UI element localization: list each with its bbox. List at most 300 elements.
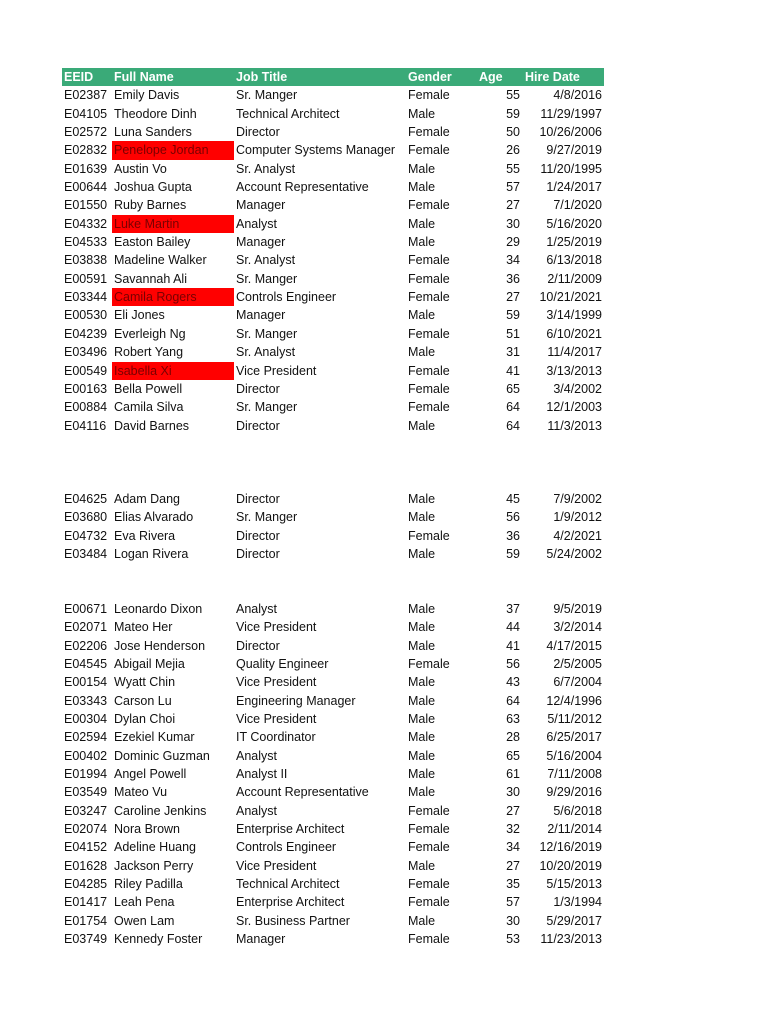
cell-job-title[interactable]: Sr. Analyst xyxy=(236,161,296,176)
cell-full-name[interactable]: Ruby Barnes xyxy=(114,198,187,213)
cell-job-title[interactable]: Sr. Manger xyxy=(236,326,298,341)
cell-job-title[interactable]: Vice President xyxy=(236,712,317,727)
cell-hire-date[interactable]: 7/9/2002 xyxy=(553,491,602,506)
cell-job-title[interactable]: Analyst xyxy=(236,803,277,818)
cell-gender[interactable]: Male xyxy=(408,235,436,250)
cell-age[interactable]: 27 xyxy=(506,803,520,818)
cell-eeid[interactable]: E00591 xyxy=(64,271,108,286)
cell-gender[interactable]: Male xyxy=(408,712,436,727)
table-row xyxy=(62,747,604,765)
cell-job-title[interactable]: Analyst xyxy=(236,748,277,763)
cell-job-title[interactable]: Sr. Manger xyxy=(236,88,298,103)
cell-full-name[interactable]: Penelope Jordan xyxy=(112,141,234,159)
cell-eeid[interactable]: E00549 xyxy=(64,363,108,378)
cell-age[interactable]: 56 xyxy=(506,657,520,671)
table-row xyxy=(62,160,604,178)
cell-eeid[interactable]: E03484 xyxy=(64,546,108,561)
cell-age[interactable]: 44 xyxy=(506,620,520,635)
cell-eeid[interactable]: E01628 xyxy=(64,858,108,873)
cell-eeid[interactable]: E01994 xyxy=(64,767,108,782)
cell-job-title[interactable]: IT Coordinator xyxy=(236,730,316,745)
cell-eeid[interactable]: E04533 xyxy=(64,235,108,250)
cell-gender[interactable]: Male xyxy=(408,345,436,360)
cell-age[interactable]: 53 xyxy=(506,932,520,947)
cell-gender[interactable]: Female xyxy=(408,840,450,855)
cell-full-name[interactable]: Theodore Dinh xyxy=(114,106,197,121)
cell-job-title[interactable]: Director xyxy=(236,381,280,396)
cell-hire-date[interactable]: 7/11/2008 xyxy=(547,767,602,782)
cell-age[interactable]: 27 xyxy=(506,290,520,305)
empty-row[interactable] xyxy=(62,453,604,471)
table-body xyxy=(62,86,604,948)
cell-eeid[interactable]: E02387 xyxy=(64,88,108,103)
cell-full-name[interactable]: Riley Padilla xyxy=(114,877,183,892)
cell-job-title[interactable]: Sr. Manger xyxy=(236,510,298,525)
cell-full-name[interactable]: Emily Davis xyxy=(114,88,180,103)
table-row xyxy=(62,637,604,655)
header-job-title[interactable]: Job Title xyxy=(234,68,406,86)
cell-full-name[interactable]: Kennedy Foster xyxy=(114,932,203,947)
table-row xyxy=(62,380,604,398)
cell-job-title[interactable]: Sr. Analyst xyxy=(236,345,296,360)
cell-job-title[interactable]: Manager xyxy=(236,198,286,213)
cell-job-title[interactable]: Technical Architect xyxy=(236,106,340,121)
cell-eeid[interactable]: E01550 xyxy=(64,198,108,213)
cell-job-title[interactable]: Director xyxy=(236,546,280,561)
header-eeid[interactable]: EEID xyxy=(62,68,112,86)
cell-gender[interactable]: Female xyxy=(408,528,450,543)
cell-age[interactable]: 61 xyxy=(506,767,520,782)
cell-gender[interactable]: Male xyxy=(408,418,436,433)
cell-full-name[interactable]: Ezekiel Kumar xyxy=(114,730,195,745)
table-row xyxy=(62,178,604,196)
cell-eeid[interactable]: E04105 xyxy=(64,106,108,121)
cell-gender[interactable]: Male xyxy=(408,216,436,231)
cell-gender[interactable]: Female xyxy=(408,290,450,305)
cell-job-title[interactable]: Analyst xyxy=(236,216,277,231)
cell-hire-date[interactable]: 11/3/2013 xyxy=(547,418,602,433)
cell-full-name[interactable]: Carson Lu xyxy=(114,693,172,708)
cell-hire-date[interactable]: 11/29/1997 xyxy=(540,106,602,121)
cell-hire-date[interactable]: 9/27/2019 xyxy=(546,143,602,158)
table-row xyxy=(62,343,604,361)
empty-row[interactable] xyxy=(62,472,604,490)
cell-gender[interactable]: Male xyxy=(408,748,436,763)
cell-age[interactable]: 64 xyxy=(506,400,520,415)
cell-age[interactable]: 64 xyxy=(506,418,520,433)
table-row xyxy=(62,893,604,911)
cell-gender[interactable]: Female xyxy=(408,253,450,268)
cell-gender[interactable]: Male xyxy=(408,308,436,323)
cell-age[interactable]: 27 xyxy=(506,858,520,873)
cell-job-title[interactable]: Sr. Manger xyxy=(236,400,298,415)
cell-hire-date[interactable]: 11/20/1995 xyxy=(540,161,602,176)
cell-eeid[interactable]: E04732 xyxy=(64,528,108,543)
cell-hire-date[interactable]: 6/7/2004 xyxy=(553,675,602,690)
cell-full-name[interactable]: Mateo Vu xyxy=(114,785,168,800)
cell-gender[interactable]: Male xyxy=(408,546,436,561)
cell-hire-date[interactable]: 3/14/1999 xyxy=(546,308,602,323)
cell-hire-date[interactable]: 6/13/2018 xyxy=(546,253,602,268)
cell-eeid[interactable]: E04239 xyxy=(64,326,108,341)
cell-age[interactable]: 32 xyxy=(506,822,520,837)
cell-age[interactable]: 59 xyxy=(506,308,520,323)
cell-gender[interactable]: Male xyxy=(408,785,436,800)
cell-hire-date[interactable]: 9/5/2019 xyxy=(553,601,602,616)
cell-gender[interactable]: Male xyxy=(408,620,436,635)
cell-age[interactable]: 29 xyxy=(506,235,520,250)
cell-gender[interactable]: Male xyxy=(408,858,436,873)
cell-hire-date[interactable]: 5/29/2017 xyxy=(546,913,602,928)
cell-hire-date[interactable]: 12/1/2003 xyxy=(546,400,602,415)
table-row xyxy=(62,912,604,930)
cell-job-title[interactable]: Director xyxy=(236,528,280,543)
cell-age[interactable]: 65 xyxy=(506,381,520,396)
cell-hire-date[interactable]: 3/2/2014 xyxy=(553,620,602,635)
cell-age[interactable]: 59 xyxy=(506,546,520,561)
cell-age[interactable]: 55 xyxy=(506,88,520,103)
cell-full-name[interactable]: Dylan Choi xyxy=(114,712,176,727)
table-row xyxy=(62,802,604,820)
cell-hire-date[interactable]: 10/21/2021 xyxy=(539,290,602,305)
cell-full-name[interactable]: Adeline Huang xyxy=(114,840,197,855)
cell-age[interactable]: 34 xyxy=(506,840,520,855)
cell-job-title[interactable]: Quality Engineer xyxy=(236,657,329,671)
cell-full-name[interactable]: Nora Brown xyxy=(114,822,180,837)
cell-full-name[interactable]: Adam Dang xyxy=(114,491,181,506)
table-row xyxy=(62,233,604,251)
cell-full-name[interactable]: Austin Vo xyxy=(114,161,167,176)
cell-age[interactable]: 41 xyxy=(506,638,520,653)
cell-full-name[interactable]: Robert Yang xyxy=(114,345,184,360)
cell-job-title[interactable]: Computer Systems Manager xyxy=(236,143,396,158)
cell-eeid[interactable]: E00163 xyxy=(64,381,108,396)
table-row xyxy=(62,417,604,435)
cell-age[interactable]: 41 xyxy=(506,363,520,378)
cell-eeid[interactable]: E02832 xyxy=(64,143,108,158)
cell-gender[interactable]: Male xyxy=(408,161,436,176)
cell-job-title[interactable]: Engineering Manager xyxy=(236,693,356,708)
cell-full-name[interactable]: Mateo Her xyxy=(114,620,173,635)
cell-hire-date[interactable]: 5/6/2018 xyxy=(553,803,602,818)
cell-age[interactable]: 57 xyxy=(506,180,520,195)
cell-hire-date[interactable]: 11/4/2017 xyxy=(547,345,602,360)
cell-eeid[interactable]: E02206 xyxy=(64,638,108,653)
cell-full-name[interactable]: Eli Jones xyxy=(114,308,165,323)
table-row xyxy=(62,710,604,728)
cell-eeid[interactable]: E00884 xyxy=(64,400,108,415)
cell-age[interactable]: 37 xyxy=(506,601,520,616)
cell-eeid[interactable]: E04332 xyxy=(64,216,108,231)
cell-gender[interactable]: Female xyxy=(408,932,450,947)
cell-gender[interactable]: Male xyxy=(408,638,436,653)
cell-age[interactable]: 28 xyxy=(506,730,520,745)
table-row xyxy=(62,545,604,563)
table-row xyxy=(62,105,604,123)
cell-hire-date[interactable]: 4/8/2016 xyxy=(553,88,602,103)
cell-age[interactable]: 55 xyxy=(506,161,520,176)
cell-age[interactable]: 43 xyxy=(506,675,520,690)
cell-eeid[interactable]: E03343 xyxy=(64,693,108,708)
table-row xyxy=(62,655,604,673)
table-row xyxy=(62,270,604,288)
cell-hire-date[interactable]: 11/23/2013 xyxy=(540,932,602,947)
cell-gender[interactable]: Female xyxy=(408,803,450,818)
cell-full-name[interactable]: Jose Henderson xyxy=(114,638,206,653)
cell-age[interactable]: 59 xyxy=(506,106,520,121)
cell-job-title[interactable]: Vice President xyxy=(236,620,317,635)
table-row xyxy=(62,618,604,636)
table-row xyxy=(62,251,604,269)
cell-gender[interactable]: Female xyxy=(408,822,450,837)
cell-full-name[interactable]: Luke Martin xyxy=(112,215,234,233)
cell-eeid[interactable]: E04116 xyxy=(64,418,107,433)
cell-gender[interactable]: Female xyxy=(408,400,450,415)
cell-gender[interactable]: Male xyxy=(408,510,436,525)
cell-age[interactable]: 50 xyxy=(506,125,520,140)
cell-gender[interactable]: Female xyxy=(408,877,450,892)
cell-job-title[interactable]: Vice President xyxy=(236,363,317,378)
cell-full-name[interactable]: Everleigh Ng xyxy=(114,326,186,341)
cell-age[interactable]: 57 xyxy=(506,895,520,910)
cell-full-name[interactable]: Angel Powell xyxy=(114,767,187,782)
cell-eeid[interactable]: E01417 xyxy=(64,895,108,910)
cell-job-title[interactable]: Director xyxy=(236,125,280,140)
cell-eeid[interactable]: E03680 xyxy=(64,510,108,525)
cell-gender[interactable]: Female xyxy=(408,363,450,378)
table-row xyxy=(62,692,604,710)
cell-full-name[interactable]: Luna Sanders xyxy=(114,125,192,140)
cell-job-title[interactable]: Sr. Business Partner xyxy=(236,913,350,928)
cell-gender[interactable]: Male xyxy=(408,693,436,708)
cell-job-title[interactable]: Analyst xyxy=(236,601,277,616)
table-row xyxy=(62,306,604,324)
cell-hire-date[interactable]: 4/2/2021 xyxy=(553,528,602,543)
cell-full-name[interactable]: Camila Rogers xyxy=(112,288,234,306)
cell-hire-date[interactable]: 5/11/2012 xyxy=(547,712,602,727)
header-full-name[interactable]: Full Name xyxy=(112,68,234,86)
cell-gender[interactable]: Female xyxy=(408,381,450,396)
cell-eeid[interactable]: E01639 xyxy=(64,161,108,176)
empty-row[interactable] xyxy=(62,582,604,600)
cell-eeid[interactable]: E01754 xyxy=(64,913,108,928)
cell-eeid[interactable]: E03247 xyxy=(64,803,108,818)
cell-full-name[interactable]: Easton Bailey xyxy=(114,235,191,250)
cell-eeid[interactable]: E02074 xyxy=(64,822,108,837)
cell-gender[interactable]: Male xyxy=(408,913,436,928)
cell-hire-date[interactable]: 1/3/1994 xyxy=(553,895,602,910)
cell-hire-date[interactable]: 12/16/2019 xyxy=(539,840,602,855)
cell-hire-date[interactable]: 5/24/2002 xyxy=(546,546,602,561)
header-gender[interactable]: Gender xyxy=(406,68,476,86)
cell-job-title[interactable]: Controls Engineer xyxy=(236,840,337,855)
cell-job-title[interactable]: Sr. Analyst xyxy=(236,253,296,268)
cell-age[interactable]: 30 xyxy=(506,216,520,231)
cell-hire-date[interactable]: 1/25/2019 xyxy=(546,235,602,250)
cell-age[interactable]: 27 xyxy=(506,198,520,213)
cell-eeid[interactable]: E00530 xyxy=(64,308,108,323)
cell-job-title[interactable]: Analyst II xyxy=(236,767,288,782)
cell-eeid[interactable]: E02572 xyxy=(64,125,108,140)
spreadsheet xyxy=(62,68,604,949)
cell-hire-date[interactable]: 7/1/2020 xyxy=(553,198,602,213)
cell-full-name[interactable]: Isabella Xi xyxy=(112,362,234,380)
cell-age[interactable]: 64 xyxy=(506,693,520,708)
cell-gender[interactable]: Male xyxy=(408,675,436,690)
table-row xyxy=(62,398,604,416)
table-row xyxy=(62,783,604,801)
cell-job-title[interactable]: Director xyxy=(236,638,280,653)
cell-gender[interactable]: Female xyxy=(408,657,450,671)
empty-row[interactable] xyxy=(62,563,604,581)
cell-job-title[interactable]: Manager xyxy=(236,932,286,947)
cell-job-title[interactable]: Vice President xyxy=(236,675,317,690)
cell-job-title[interactable]: Account Representative xyxy=(236,180,369,195)
cell-gender[interactable]: Female xyxy=(408,895,450,910)
cell-job-title[interactable]: Manager xyxy=(236,308,286,323)
cell-eeid[interactable]: E03549 xyxy=(64,785,108,800)
cell-eeid[interactable]: E04285 xyxy=(64,877,108,892)
cell-gender[interactable]: Female xyxy=(408,143,450,158)
table-row xyxy=(62,123,604,141)
cell-hire-date[interactable]: 12/4/1996 xyxy=(546,693,602,708)
cell-full-name[interactable]: Bella Powell xyxy=(114,381,183,396)
cell-eeid[interactable]: E03496 xyxy=(64,345,108,360)
cell-job-title[interactable]: Enterprise Architect xyxy=(236,822,345,837)
cell-hire-date[interactable]: 10/26/2006 xyxy=(539,125,602,140)
cell-gender[interactable]: Female xyxy=(408,88,450,103)
cell-full-name[interactable]: Leonardo Dixon xyxy=(114,601,203,616)
cell-hire-date[interactable]: 6/10/2021 xyxy=(546,326,602,341)
cell-age[interactable]: 56 xyxy=(506,510,520,525)
cell-full-name[interactable]: Caroline Jenkins xyxy=(114,803,207,818)
header-age[interactable]: Age xyxy=(476,68,522,86)
cell-job-title[interactable]: Sr. Manger xyxy=(236,271,298,286)
empty-row[interactable] xyxy=(62,435,604,453)
table-row xyxy=(62,673,604,691)
cell-hire-date[interactable]: 2/11/2009 xyxy=(547,271,602,286)
cell-age[interactable]: 35 xyxy=(506,877,520,892)
cell-full-name[interactable]: Dominic Guzman xyxy=(114,748,210,763)
cell-hire-date[interactable]: 1/24/2017 xyxy=(546,180,602,195)
cell-job-title[interactable]: Director xyxy=(236,491,280,506)
cell-eeid[interactable]: E04545 xyxy=(64,657,108,671)
cell-gender[interactable]: Male xyxy=(408,106,436,121)
cell-job-title[interactable]: Technical Architect xyxy=(236,877,340,892)
cell-full-name[interactable]: Wyatt Chin xyxy=(114,675,176,690)
cell-eeid[interactable]: E02071 xyxy=(64,620,108,635)
cell-gender[interactable]: Female xyxy=(408,198,450,213)
cell-hire-date[interactable]: 9/29/2016 xyxy=(546,785,602,800)
cell-age[interactable]: 31 xyxy=(506,345,520,360)
cell-age[interactable]: 30 xyxy=(506,913,520,928)
cell-eeid[interactable]: E03749 xyxy=(64,932,108,947)
cell-eeid[interactable]: E03344 xyxy=(64,290,108,305)
cell-full-name[interactable]: Owen Lam xyxy=(114,913,175,928)
cell-job-title[interactable]: Manager xyxy=(236,235,286,250)
cell-hire-date[interactable]: 4/17/2015 xyxy=(546,638,602,653)
cell-eeid[interactable]: E00154 xyxy=(64,675,108,690)
cell-hire-date[interactable]: 6/25/2017 xyxy=(546,730,602,745)
cell-gender[interactable]: Male xyxy=(408,180,436,195)
cell-hire-date[interactable]: 5/15/2013 xyxy=(546,877,602,892)
cell-age[interactable]: 34 xyxy=(506,253,520,268)
table-row xyxy=(62,765,604,783)
cell-hire-date[interactable]: 3/13/2013 xyxy=(546,363,602,378)
table-row xyxy=(62,86,604,104)
table-row xyxy=(62,600,604,618)
cell-hire-date[interactable]: 2/11/2014 xyxy=(547,822,602,837)
table-row xyxy=(62,508,604,526)
cell-full-name[interactable]: David Barnes xyxy=(114,418,190,433)
cell-hire-date[interactable]: 1/9/2012 xyxy=(553,510,602,525)
cell-full-name[interactable]: Madeline Walker xyxy=(114,253,207,268)
header-hire-date[interactable]: Hire Date xyxy=(522,68,604,86)
cell-full-name[interactable]: Savannah Ali xyxy=(114,271,187,286)
cell-eeid[interactable]: E04625 xyxy=(64,491,108,506)
cell-age[interactable]: 45 xyxy=(506,491,520,506)
table-row xyxy=(62,875,604,893)
cell-hire-date[interactable]: 2/5/2005 xyxy=(553,657,602,671)
cell-eeid[interactable]: E00402 xyxy=(64,748,108,763)
cell-gender[interactable]: Female xyxy=(408,271,450,286)
cell-full-name[interactable]: Logan Rivera xyxy=(114,546,189,561)
cell-gender[interactable]: Male xyxy=(408,601,436,616)
cell-gender[interactable]: Male xyxy=(408,491,436,506)
cell-job-title[interactable]: Account Representative xyxy=(236,785,369,800)
cell-age[interactable]: 30 xyxy=(506,785,520,800)
cell-gender[interactable]: Female xyxy=(408,125,450,140)
cell-full-name[interactable]: Abigail Mejia xyxy=(114,657,185,671)
cell-age[interactable]: 63 xyxy=(506,712,520,727)
cell-hire-date[interactable]: 10/20/2019 xyxy=(539,858,602,873)
table-row xyxy=(62,728,604,746)
cell-eeid[interactable]: E02594 xyxy=(64,730,108,745)
cell-full-name[interactable]: Leah Pena xyxy=(114,895,175,910)
cell-job-title[interactable]: Director xyxy=(236,418,280,433)
cell-age[interactable]: 51 xyxy=(506,326,520,341)
cell-full-name[interactable]: Jackson Perry xyxy=(114,858,194,873)
cell-eeid[interactable]: E03838 xyxy=(64,253,108,268)
cell-eeid[interactable]: E04152 xyxy=(64,840,108,855)
table-row xyxy=(62,325,604,343)
table-row xyxy=(62,930,604,948)
table-row xyxy=(62,490,604,508)
cell-age[interactable]: 36 xyxy=(506,271,520,286)
cell-hire-date[interactable]: 5/16/2020 xyxy=(546,216,602,231)
cell-job-title[interactable]: Vice President xyxy=(236,858,317,873)
table-row xyxy=(62,362,604,380)
cell-gender[interactable]: Female xyxy=(408,326,450,341)
cell-age[interactable]: 26 xyxy=(506,143,520,158)
cell-job-title[interactable]: Enterprise Architect xyxy=(236,895,345,910)
cell-age[interactable]: 65 xyxy=(506,748,520,763)
cell-eeid[interactable]: E00644 xyxy=(64,180,108,195)
cell-job-title[interactable]: Controls Engineer xyxy=(236,290,337,305)
cell-hire-date[interactable]: 3/4/2002 xyxy=(553,381,602,396)
cell-full-name[interactable]: Eva Rivera xyxy=(114,528,176,543)
cell-hire-date[interactable]: 5/16/2004 xyxy=(546,748,602,763)
cell-gender[interactable]: Male xyxy=(408,730,436,745)
cell-full-name[interactable]: Camila Silva xyxy=(114,400,184,415)
cell-eeid[interactable]: E00671 xyxy=(64,601,108,616)
cell-age[interactable]: 36 xyxy=(506,528,520,543)
cell-gender[interactable]: Male xyxy=(408,767,436,782)
cell-full-name[interactable]: Elias Alvarado xyxy=(114,510,194,525)
table-row xyxy=(62,857,604,875)
cell-eeid[interactable]: E00304 xyxy=(64,712,108,727)
cell-full-name[interactable]: Joshua Gupta xyxy=(114,180,192,195)
